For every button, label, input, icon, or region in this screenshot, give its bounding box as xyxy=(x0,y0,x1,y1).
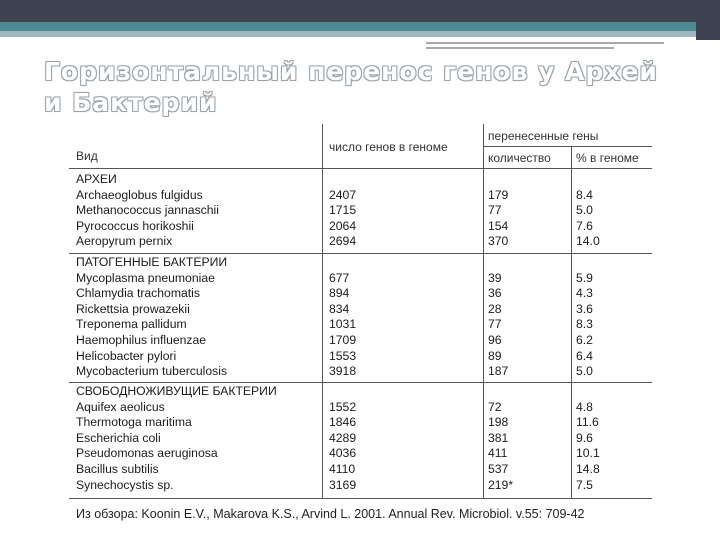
header-transferred: перенесенные гены xyxy=(488,129,599,143)
transferred-percent-cell: 9.6 xyxy=(576,430,593,445)
transferred-count-cell: 72 xyxy=(488,399,502,414)
decor-line xyxy=(426,42,664,44)
genome-genes-cell: 1846 xyxy=(329,415,357,430)
transferred-count-cell: 77 xyxy=(488,203,502,218)
species-cell: Escherichia coli xyxy=(76,430,161,445)
transferred-count-cell: 28 xyxy=(488,301,502,316)
header-species: Вид xyxy=(76,149,98,163)
species-cell: Rickettsia prowazekii xyxy=(76,301,190,316)
transferred-count-cell: 89 xyxy=(488,348,502,363)
header-percent: % в геноме xyxy=(576,151,639,165)
species-cell: Aquifex aeolicus xyxy=(76,399,165,414)
group-label: АРХЕИ xyxy=(76,172,117,186)
column-divider xyxy=(322,124,323,498)
genome-genes-cell: 4289 xyxy=(329,430,357,445)
transferred-count-cell: 96 xyxy=(488,333,502,347)
group-divider xyxy=(69,382,652,383)
transferred-percent-cell: 5.9 xyxy=(576,270,593,285)
transferred-percent-cell: 6.2 xyxy=(576,333,593,347)
genome-genes-cell: 894 xyxy=(329,286,350,301)
group-label: ПАТОГЕННЫЕ БАКТЕРИИ xyxy=(76,255,228,269)
transferred-percent-cell: 3.6 xyxy=(576,301,593,316)
transferred-count-cell: 36 xyxy=(488,286,502,301)
gene-transfer-table xyxy=(69,124,653,518)
transferred-percent-cell: 8.4 xyxy=(576,187,593,202)
header-genome-genes: число генов в геноме xyxy=(329,140,448,154)
transferred-count-cell: 39 xyxy=(488,270,502,285)
transferred-count-cell: 537 xyxy=(488,462,509,476)
header-count: количество xyxy=(488,151,551,165)
transferred-count-cell: 411 xyxy=(488,446,508,461)
transferred-count-cell: 187 xyxy=(488,364,509,379)
species-cell: Mycoplasma pneumoniae xyxy=(76,270,215,285)
genome-genes-cell: 3918 xyxy=(329,364,357,379)
group-label: СВОБОДНОЖИВУЩИЕ БАКТЕРИИ xyxy=(76,384,277,398)
genome-genes-cell: 4036 xyxy=(329,446,357,461)
header-bottom-rule xyxy=(69,168,652,169)
transferred-count-cell: 198 xyxy=(488,415,509,430)
transferred-count-cell: 77 xyxy=(488,317,502,332)
species-cell: Synechocystis sp. xyxy=(76,477,174,492)
transferred-count-cell: 381 xyxy=(488,430,509,445)
species-cell: Mycobacterium tuberculosis xyxy=(76,364,228,379)
header-band-teal xyxy=(0,22,720,31)
transferred-percent-cell: 6.4 xyxy=(576,348,593,363)
header-band-dark xyxy=(0,0,720,22)
column-divider xyxy=(483,124,484,498)
column-divider xyxy=(571,146,572,498)
decor-line xyxy=(426,47,614,49)
species-cell: Chlamydia trachomatis xyxy=(76,286,200,301)
header-band-corner xyxy=(696,0,720,40)
species-cell: Aeropyrum pernix xyxy=(76,234,173,249)
citation: Из обзора: Koonin E.V., Makarova K.S., Arvind L. 2001. Annual Rev. Microbiol. v.55: 709-42 xyxy=(76,507,585,521)
species-cell: Archaeoglobus fulgidus xyxy=(76,187,203,202)
table-bottom-rule xyxy=(69,498,652,499)
transferred-percent-cell: 5.0 xyxy=(576,203,593,218)
genome-genes-cell: 4110 xyxy=(329,462,356,476)
transferred-percent-cell: 4.8 xyxy=(576,399,593,414)
slide-title: Горизонтальный перенос генов у Архей и Бактерий xyxy=(44,57,658,117)
species-cell: Methanococcus jannaschii xyxy=(76,203,219,218)
header-divider xyxy=(484,146,652,147)
transferred-count-cell: 370 xyxy=(488,234,509,249)
genome-genes-cell: 3169 xyxy=(329,477,357,492)
genome-genes-cell: 2407 xyxy=(329,187,357,202)
genome-genes-cell: 677 xyxy=(329,270,350,285)
transferred-percent-cell: 8.3 xyxy=(576,317,593,332)
genome-genes-cell: 834 xyxy=(329,301,350,316)
species-cell: Haemophilus influenzae xyxy=(76,333,207,347)
transferred-percent-cell: 7.5 xyxy=(576,477,593,492)
transferred-percent-cell: 14.8 xyxy=(576,462,600,476)
transferred-percent-cell: 4.3 xyxy=(576,286,593,301)
genome-genes-cell: 1715 xyxy=(329,203,357,218)
genome-genes-cell: 1031 xyxy=(329,317,357,332)
header-band-light xyxy=(0,31,720,37)
transferred-count-cell: 154 xyxy=(488,218,509,233)
species-cell: Thermotoga maritima xyxy=(76,415,192,430)
transferred-count-cell: 179 xyxy=(488,187,509,202)
species-cell: Treponema pallidum xyxy=(76,317,187,332)
transferred-count-cell: 219* xyxy=(488,477,514,492)
species-cell: Pyrococcus horikoshii xyxy=(76,218,194,233)
genome-genes-cell: 2064 xyxy=(329,218,357,233)
transferred-percent-cell: 11.6 xyxy=(576,415,599,430)
species-cell: Pseudomonas aeruginosa xyxy=(76,446,218,461)
transferred-percent-cell: 14.0 xyxy=(576,234,600,249)
genome-genes-cell: 1553 xyxy=(329,348,357,363)
species-cell: Helicobacter pylori xyxy=(76,348,177,363)
genome-genes-cell: 1709 xyxy=(329,333,357,347)
species-cell: Bacillus subtilis xyxy=(76,462,159,476)
transferred-percent-cell: 10.1 xyxy=(576,446,600,461)
group-divider xyxy=(69,253,652,254)
transferred-percent-cell: 5.0 xyxy=(576,364,593,379)
transferred-percent-cell: 7.6 xyxy=(576,218,593,233)
genome-genes-cell: 2694 xyxy=(329,234,357,249)
genome-genes-cell: 1552 xyxy=(329,399,357,414)
